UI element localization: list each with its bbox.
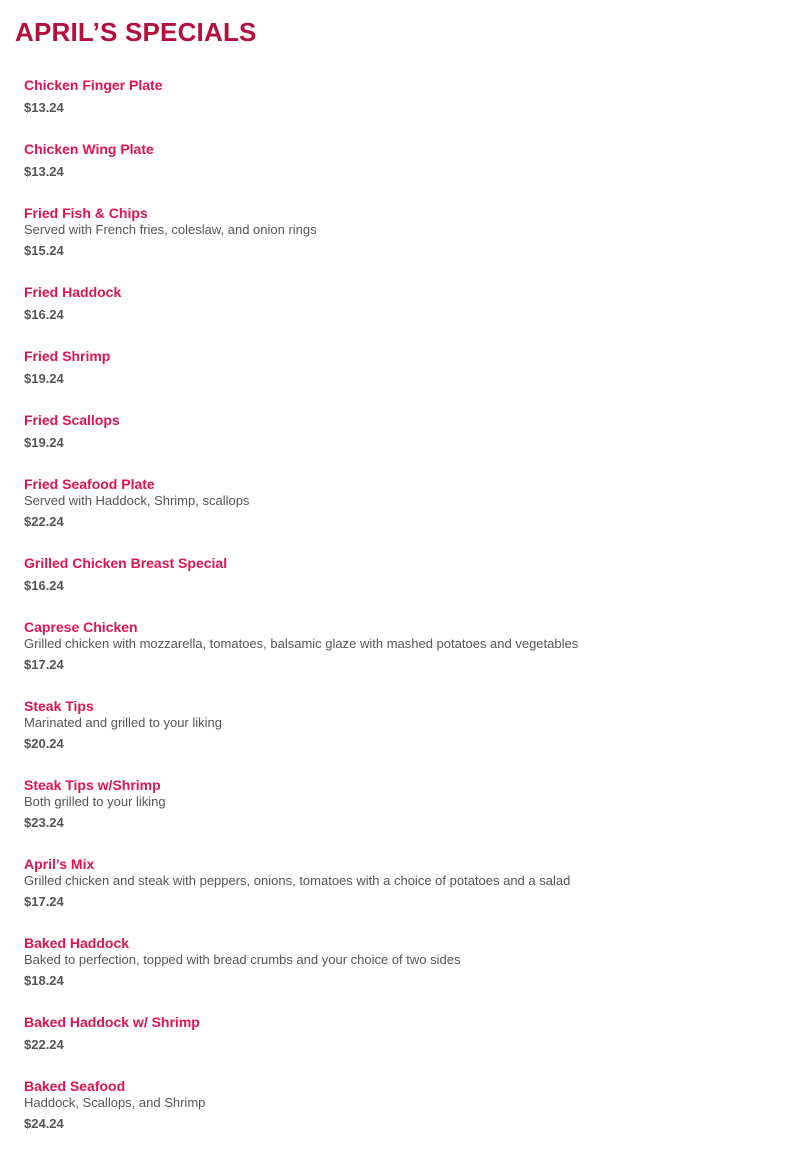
menu-item [24, 474, 764, 530]
menu-item-name[interactable]: Fried Seafood Plate [24, 476, 155, 492]
menu-item [24, 696, 764, 752]
menu-item [24, 553, 764, 594]
menu-item-name[interactable]: Baked Seafood [24, 1078, 126, 1094]
specials-menu-list [24, 75, 764, 1150]
menu-item-description: Marinated and grilled to your liking [24, 715, 222, 730]
menu-item-name[interactable]: Steak Tips [24, 698, 94, 714]
menu-item [24, 139, 764, 180]
menu-item-name[interactable]: Chicken Wing Plate [24, 141, 154, 157]
menu-item-name[interactable]: April’s Mix [24, 856, 95, 872]
menu-item-name[interactable]: Baked Haddock w/ Shrimp [24, 1014, 200, 1030]
menu-item-description: Baked to perfection, topped with bread crumbs and your choice of two sides [24, 952, 461, 967]
menu-item-price: $22.24 [24, 514, 64, 529]
menu-item-name[interactable]: Baked Haddock [24, 935, 130, 951]
menu-item-name[interactable]: Chicken Finger Plate [24, 77, 163, 93]
menu-item [24, 1076, 764, 1132]
menu-item [24, 203, 764, 259]
page-title: APRIL’S SPECIALS [15, 17, 257, 47]
menu-item-name[interactable]: Fried Fish & Chips [24, 205, 148, 221]
menu-item-price: $15.24 [24, 243, 64, 258]
menu-item-name[interactable]: Steak Tips w/Shrimp [24, 777, 161, 793]
menu-item-name[interactable]: Fried Haddock [24, 284, 122, 300]
menu-item-price: $24.24 [24, 1116, 64, 1131]
menu-item-price: $19.24 [24, 371, 64, 386]
menu-item-price: $13.24 [24, 100, 64, 115]
menu-item-price: $20.24 [24, 736, 64, 751]
menu-item-price: $17.24 [24, 894, 64, 909]
menu-item-price: $17.24 [24, 657, 64, 672]
menu-item-description: Haddock, Scallops, and Shrimp [24, 1095, 206, 1110]
menu-item-price: $18.24 [24, 973, 64, 988]
menu-item-description: Served with French fries, coleslaw, and onion rings [24, 222, 317, 237]
menu-item-name[interactable]: Caprese Chicken [24, 619, 138, 635]
menu-item-price: $16.24 [24, 578, 64, 593]
menu-item-description: Grilled chicken with mozzarella, tomatoes, balsamic glaze with mashed potatoes and vegetables [24, 636, 579, 651]
menu-item-name[interactable]: Fried Shrimp [24, 348, 111, 364]
menu-item-price: $23.24 [24, 815, 64, 830]
menu-item [24, 410, 764, 451]
menu-item-name[interactable]: Fried Scallops [24, 412, 120, 428]
menu-item [24, 854, 764, 910]
menu-item-description: Served with Haddock, Shrimp, scallops [24, 493, 250, 508]
menu-item-price: $19.24 [24, 435, 64, 450]
menu-item-description: Both grilled to your liking [24, 794, 166, 809]
menu-item [24, 775, 764, 831]
menu-item [24, 1012, 764, 1053]
menu-item-price: $13.24 [24, 164, 64, 179]
menu-item-price: $16.24 [24, 307, 64, 322]
menu-item [24, 617, 764, 673]
menu-item [24, 75, 764, 116]
menu-item-name[interactable]: Grilled Chicken Breast Special [24, 555, 228, 571]
menu-item [24, 933, 764, 989]
menu-item-price: $22.24 [24, 1037, 64, 1052]
menu-item [24, 346, 764, 387]
menu-item-description: Grilled chicken and steak with peppers, onions, tomatoes with a choice of potatoes and a salad [24, 873, 571, 888]
menu-item [24, 282, 764, 323]
